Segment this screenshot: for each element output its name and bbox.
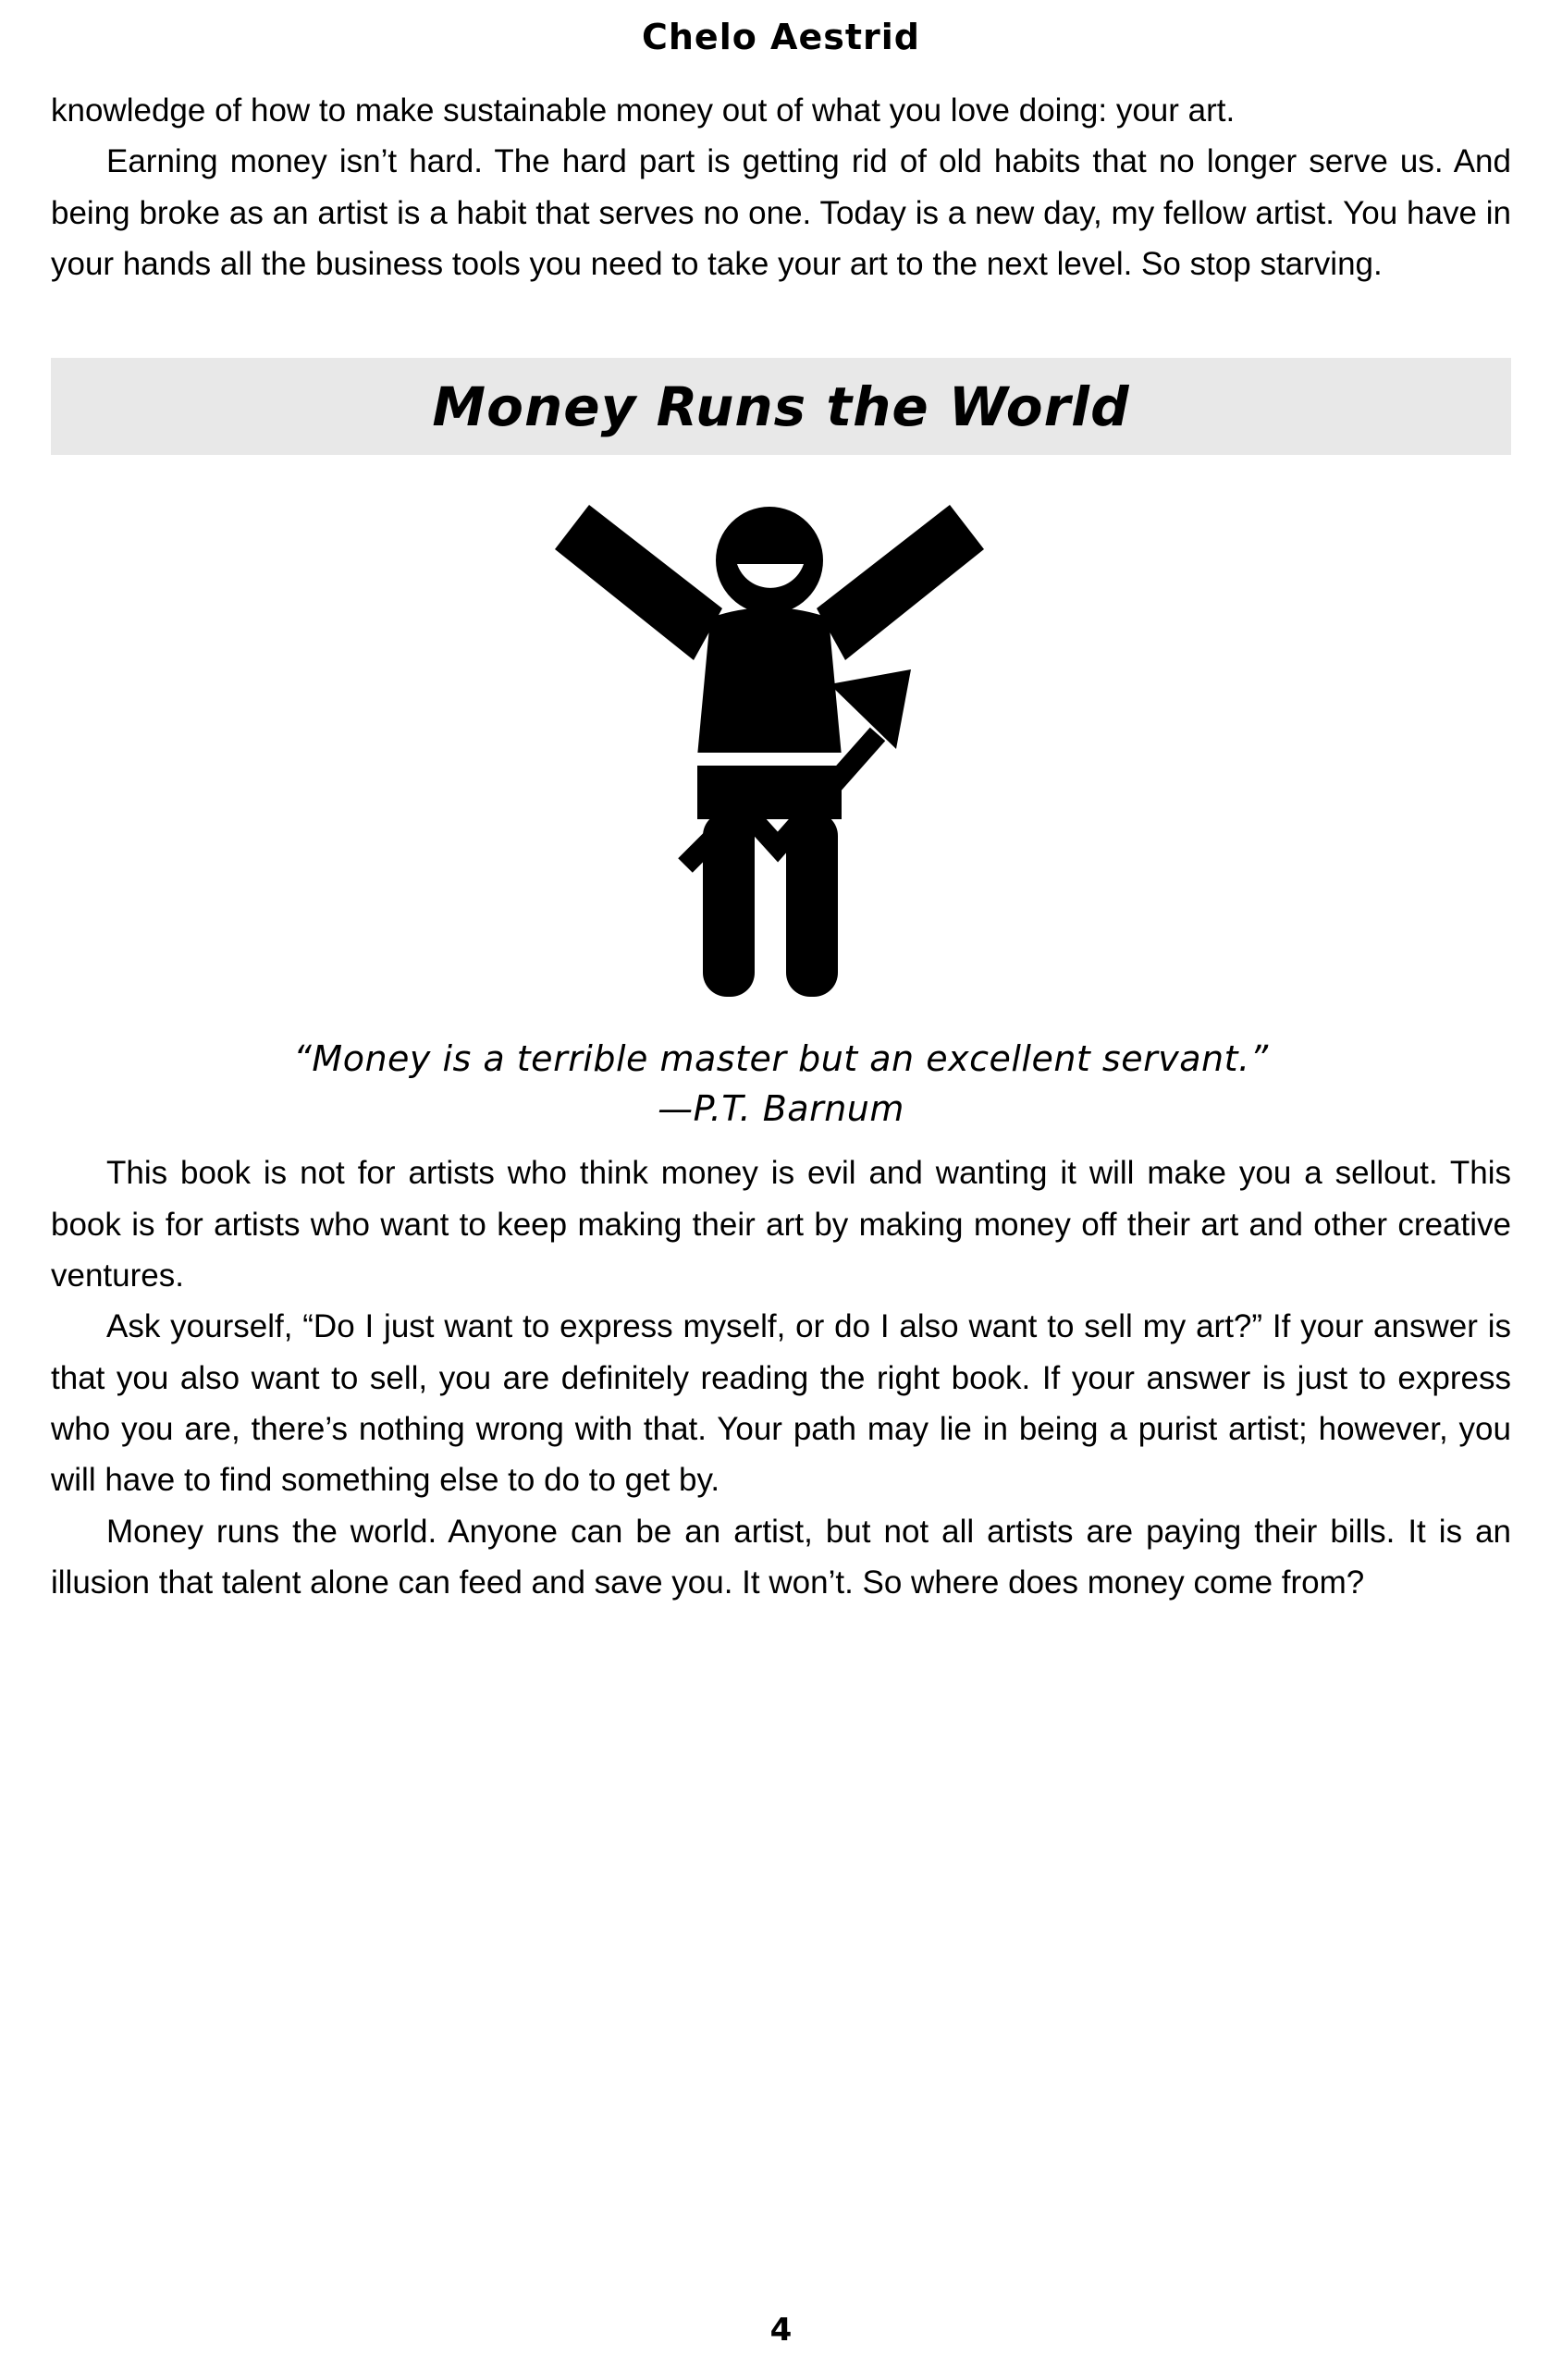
chapter-title: Money Runs the World [432,374,1130,438]
paragraph-continuation: knowledge of how to make sustainable money out of what you love doing: your art. [51,92,1236,129]
page-number: 4 [769,2312,793,2349]
running-head: Chelo Aestrid [641,17,920,57]
celebrating-figure-with-growth-arrow-icon [504,479,1059,1015]
paragraph: Ask yourself, “Do I just want to express myself, or do I also want to sell my art?” If your answer is that you also want to sell, you are definitely reading the right book. If your answer is just to express who you are, there’s nothing wrong with that. Your path may lie in being a purist artist; however, you will have to find something else to do to get by. [51,1308,1511,1499]
paragraph: This book is not for artists who think money is evil and wanting it will make you a sellout. This book is for artists who want to keep making their art by making money off their art and other creative ventures. [51,1155,1511,1294]
chapter-illustration [51,479,1511,1015]
paragraph: Earning money isn’t hard. The hard part is getting rid of old habits that no longer serve us. And being broke as an artist is a habit that serves no one. Today is a new day, my fellow artist. You have in your hands all the business tools you need to take your art to the next level. So stop starving. [51,143,1511,282]
pull-quote-attribution: —P.T. Barnum [658,1088,904,1130]
chapter-title-band [51,358,1511,455]
pull-quote: “Money is a terrible master but an excellent servant.” [293,1038,1269,1080]
paragraph: Money runs the world. Anyone can be an artist, but not all artists are paying their bills. It is an illusion that talent alone can feed and save you. It won’t. So where does money come from? [51,1513,1511,1601]
body-copy [51,1147,1511,1608]
